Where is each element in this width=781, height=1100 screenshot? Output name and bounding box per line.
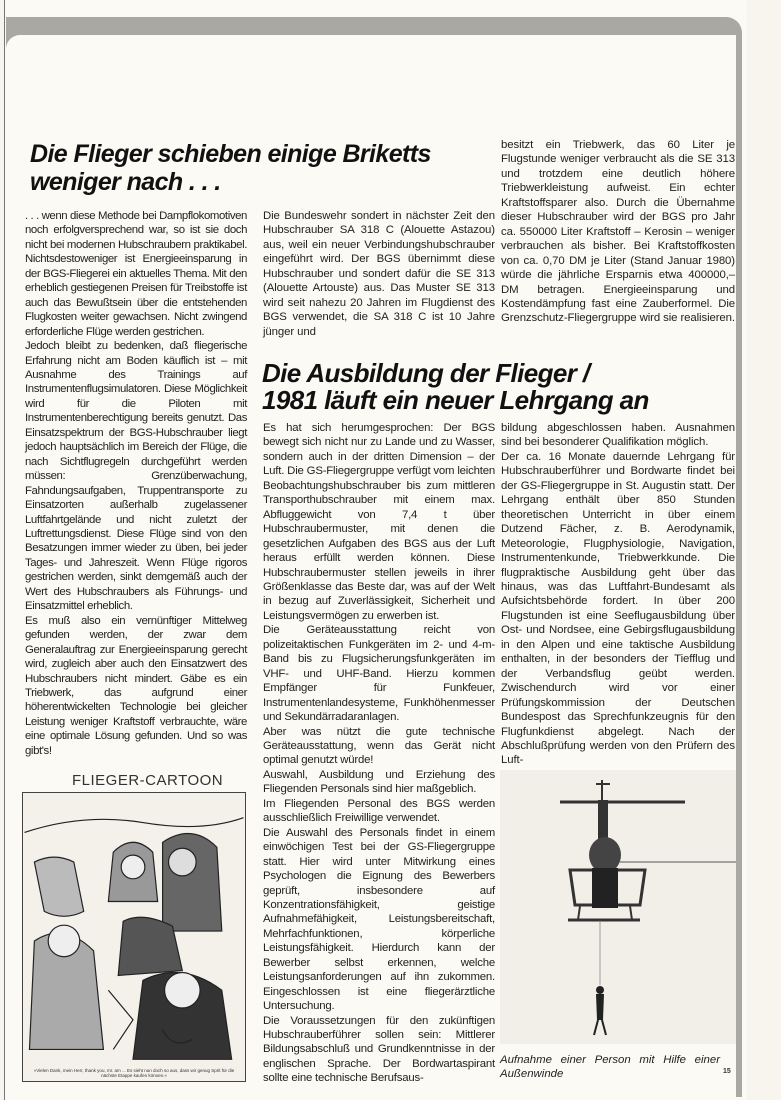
helicopter-photo [500,770,736,1044]
header-band [6,17,742,35]
paragraph: Die Auswahl des Personals findet in einem einwöchigen Test bei der GS-Fliegergruppe statt. Hier wird unter Mitwirkung eines Psychologen die Eignung des Bewerbers geprüft, insbesondere auf Konzentrationsfähigkeit, geistige Aufnahmefähigkeit, Leistungsbereitschaft, Mehrfachfunktionen, körperliche Leistungsfähigkeit. Hierdurch kann der Bewerber selbst erkennen, welche Leistungsanforderungen auf ihn zukommen. Eingeschlossen ist eine fliegerärztliche Untersuchung. [263,826,495,1013]
paragraph: Jedoch bleibt zu bedenken, daß fliegerische Erfahrung nicht am Boden käuflich ist – mit Ausnahme des Trainings auf Instrumentenflugsimulatoren. Diese Möglichkeit wird für die Piloten mit Instrumentenberechtigung bereits genutzt. Das Einsatzspektrum der BGS-Hubschrauber liegt jedoch hauptsächlich im Bereich der Flüge, die nach Sichtflugregeln durchgeführt werden müssen: Grenzüberwachung, Fahndungsaufgaben, Truppentransporte zu Einsatzorten außerhalb zugelassener Luftfahrtgelände und nicht zuletzt der Luftrettungsdienst. Diese Flüge sind von den Besatzungen immer wieder zu üben, bei jeder Tages- und Jahreszeit. Wenn Flüge rigoros gestrichen werden, sinkt demgemäß auch der Wert des Hubschraubers als Führungs- und Einsatzmittel erheblich. [25,340,247,613]
paragraph: Die Voraussetzungen für den zukünftigen Hubschrauberführer sollen sein: Mittlerer Bildungsabschluß und Grundkenntnisse in der englischen Sprache. Der Bordwartaspirant sollte eine technische Berufsaus- [263,1014,495,1085]
cartoon-title: FLIEGER-CARTOON [72,772,224,789]
article2-title-line-1: Die Ausbildung der Flieger / [262,358,590,388]
article2-column-3 [501,421,735,768]
paragraph: Es muß also ein vernünftiger Mittelweg gefunden werden, der zwar dem Generalauftrag zur Energieeinsparung gerecht wird, zugleich aber auch den Einsatzwert des Hubschraubers nicht mindert. Gäbe es ein Triebwerk, das aufgrund einer höherentwickelten Technologie bei gleicher Leistung weniger Kraftstoff verbrauchte, wäre eine optimale Lösung gefunden. Und so was gibt's! [25,614,247,757]
page-number: 15 [723,1068,731,1075]
paragraph: bildung abgeschlossen haben. Ausnahmen sind bei besonderer Qualifikation möglich. [501,422,735,449]
paragraph: Auswahl, Ausbildung und Erziehung des Fliegenden Personals sind hier maßgeblich. [263,768,495,796]
cartoon-drawing [23,793,245,1081]
page-inner-corner [6,35,736,65]
paragraph: besitzt ein Triebwerk, das 60 Liter je Flugstunde weniger verbraucht als die SE 313 und trotzdem eine deutlich höhere Triebwerkleistung aufweist. Ein echter Kraftstoffsparer also. Durch die Übernahme dieser Hubschrauber wird der BGS pro Jahr ca. 550000 Liter Kraftstoff – Kerosin – weniger verbrauchen als bisher. Bei Kraftstoffkosten von ca. 0,70 DM je Liter (Stand Januar 1980) würde die jährliche Ersparnis etwa 400000,– DM betragen. Energieeinsparung und Kostendämpfung fast eine Zauberformel. Die Grenzschutz-Fliegergruppe wird sie realisieren. [501,139,735,325]
cartoon-caption: »Vielen Dank, mein Herr, thank you, mr. am ... Es sieht nun doch so aus, dass wir genug Sprit für die nächste Etappe kaufen können.« [33,1068,235,1078]
paragraph: Im Fliegenden Personal des BGS werden ausschließlich Freiwillige verwendet. [263,797,495,825]
paragraph: Aber was nützt die gute technische Geräteausstattung, wenn das Gerät nicht optimal genutzt würde! [263,725,495,767]
article1-title: Die Flieger schieben einige Briketts weniger nach . . . [30,140,431,196]
article2-title [262,360,742,414]
helicopter-image [500,770,736,1044]
paragraph: Die Bundeswehr sondert in nächster Zeit den Hubschrauber SA 318 C (Alouette Astazou) aus, weil ein neuer Verbindungshubschrauber eingeführt wird. Der BGS übernimmt diese Hubschrauber und sondert dafür die SE 313 (Alouette Artouste) aus. Das Muster SE 313 wird seit nahezu 20 Jahren im Flugdienst des BGS verwendet, die SA 318 C ist 10 Jahre jünger und [263,210,495,338]
paragraph: Die Geräteausstattung reicht von polizeitaktischen Funkgeräten im 2- und 4-m-Band bis zu Flugsicherungsfunkgeräten im VHF- und UHF-Band. Hierzu kommen Empfänger für Funkfeuer, Instrumentenlandesysteme, Funkhöhenmesser und Sekundärradaranlagen. [263,624,495,724]
paragraph: . . . wenn diese Methode bei Dampflokomotiven noch erfolgversprechend war, so ist sie doch nicht bei modernen Hubschraubern praktikabel. Nichtsdestoweniger ist Energieeinsparung in der BGS-Fliegerei ein aktuelles Thema. Mit den erheblich gestiegenen Preisen für Treibstoffe ist auch das Bewußtsein über die entstehenden Flugkosten weiter gewachsen. Nicht zwingend erforderliche Flüge werden gestrichen. [25,210,247,338]
article1-column-2 [263,209,495,339]
paragraph: Der ca. 16 Monate dauernde Lehrgang für Hubschrauberführer und Bordwarte findet bei der GS-Fliegergruppe in St. Augustin statt. Der Lehrgang enthält über 850 Stunden theoretischen Unterricht in über einem Dutzend Fächer, z. B. Aerodynamik, Meteorologie, Flugphysiologie, Navigation, Instrumentenkunde, Triebwerkkunde. Die flugpraktische Ausbildung geht über das hinaus, was das Luftfahrt-Bundesamt als Aufsichtsbehörde fordert. In über 200 Flugstunden ist eine Seeflugausbildung über Ost- und Nordsee, eine Gebirgsflugausbildung in den Alpen und eine taktische Ausbildung enthalten, in der besonders der Tiefflug und der Verbandsflug geübt werden. Zwischendurch wird vor einer Prüfungskommission der Deutschen Bundespost das Sprechfunkzeugnis für den Flugfunkdienst abgelegt. Nach der Abschlußprüfung werden von den Prüfern des Luft- [501,450,735,767]
paragraph: Es hat sich herumgesprochen: Der BGS bewegt sich nicht nur zu Lande und zu Wasser, sondern auch in der dritten Dimension – der Luft. Die GS-Fliegergruppe verfügt vom leichten Beobachtungshubschrauber bis zum mittleren Transporthubschrauber mit einem max. Abfluggewicht von 7,4 t über Hubschraubermuster, mit denen die gesetzlichen Aufgaben des BGS aus der Luft heraus erfüllt werden können. Diese Hubschraubermuster stellen jeweils in ihrer Größenklasse das Beste dar, was auf der Welt in bezug auf Zuverlässigkeit, Sicherheit und Leistungsvermögen zu erwerben ist. [263,422,495,622]
article1-column-3 [501,138,735,326]
article2-title-line-2: 1981 läuft ein neuer Lehrgang an [262,385,649,415]
right-border-rule [736,35,742,1097]
article1-column-1 [25,209,247,758]
article2-column-2 [263,421,495,1086]
photo-caption: Aufnahme einer Person mit Hilfe einer Außenwinde [500,1054,720,1080]
cartoon-illustration [22,792,246,1082]
